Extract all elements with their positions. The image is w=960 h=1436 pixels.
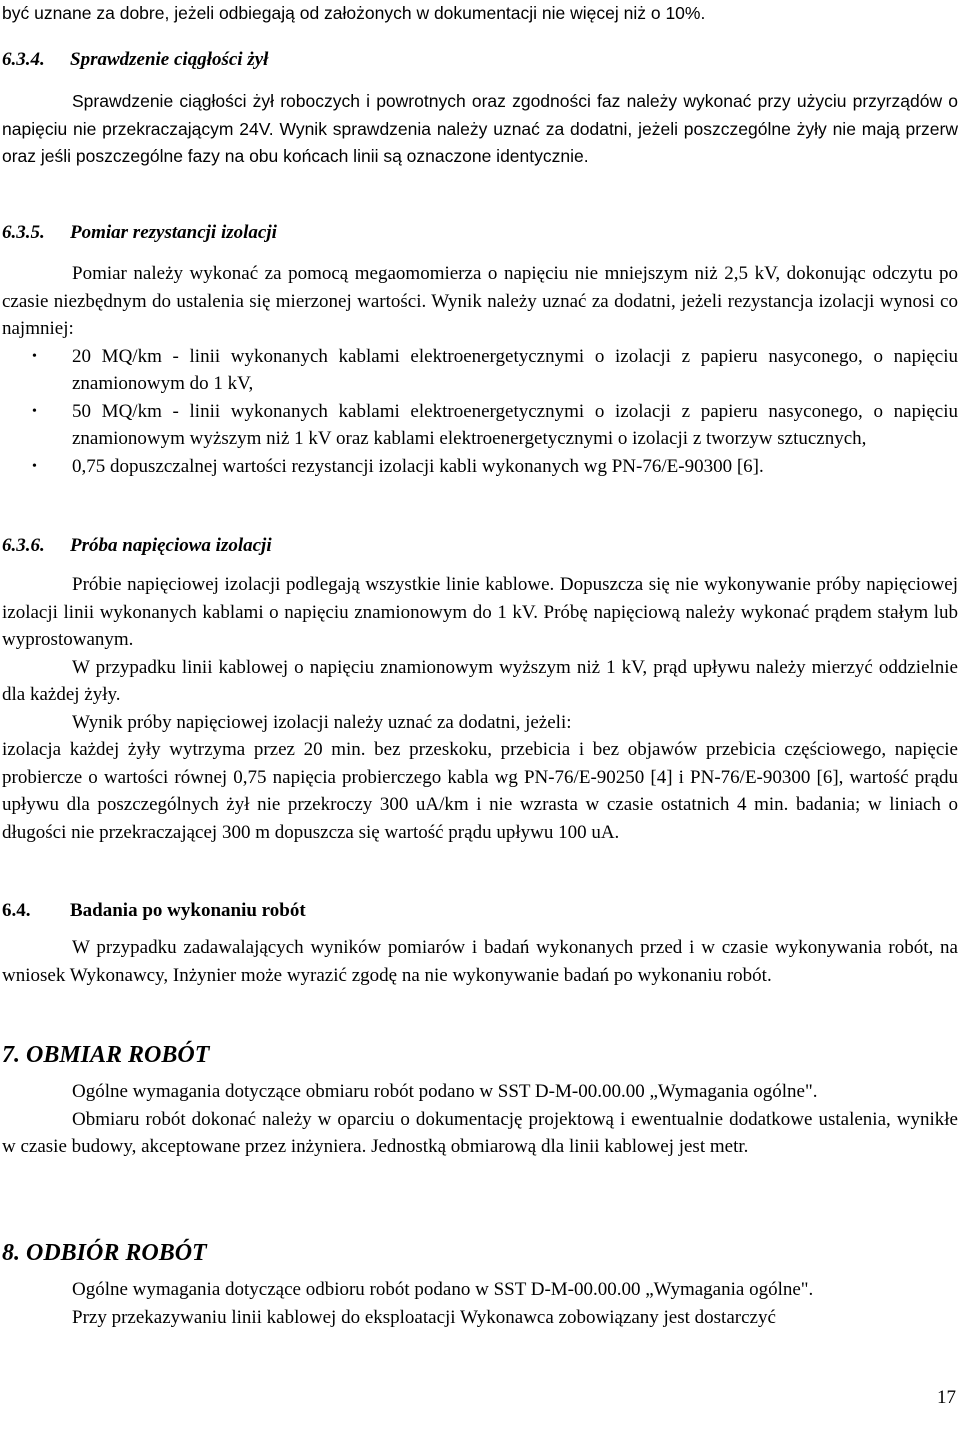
section-title: ODBIÓR ROBÓT [26, 1240, 207, 1266]
paragraph: Próbie napięciowej izolacji podlegają wszystkie linie kablowe. Dopuszcza się nie wykonywanie próby napięciowej izolacji linii wykonanych kablami o napięciu znamionowym do 1 kV. Próbę napięciową należy wykonać prądem stałym lub wyprostowanym. [2, 574, 958, 650]
paragraph: W przypadku linii kablowej o napięciu znamionowym wyższym niż 1 kV, prąd upływu należy mierzyć oddzielnie dla każdej żyły. [2, 656, 958, 705]
section-body-6-3-6 [2, 571, 958, 846]
section-body-6-3-4 [2, 88, 958, 171]
section-title: Pomiar rezystancji izolacji [70, 222, 277, 243]
paragraph: Przy przekazywaniu linii kablowej do eksploatacji Wykonawca zobowiązany jest dostarczyć [72, 1306, 776, 1328]
section-number: 6.4. [2, 900, 31, 921]
paragraph: Ogólne wymagania dotyczące obmiaru robót podano w SST D-M-00.00.00 „Wymagania ogólne". [72, 1081, 818, 1102]
continued-text: być uznane za dobre, jeżeli odbiegają od założonych w dokumentacji nie więcej niż o 10%. [2, 3, 706, 23]
section-title: Badania po wykonaniu robót [70, 900, 306, 921]
section-body-6-3-5 [2, 260, 958, 480]
paragraph: izolacja każdej żyły wytrzyma przez 20 min. bez przeskoku, przebicia i bez objawów przebicia częściowego, napięcie probiercze o wartości równej 0,75 napięcia probierczego kabla wg PN-76/E-90250 [4] i PN-76/E-90300 [6], wartość prądu upływu dla poszczególnych żył nie przekroczy 300 uA/km i nie wzrasta w czasie ostatnich 4 min. badania; w liniach o długości nie przekraczającej 300 m dopuszcza się wartość prądu upływu 100 uA. [2, 739, 958, 843]
section-heading-6-3-5 [2, 219, 277, 247]
section-heading-6-3-6 [2, 532, 272, 560]
section-body-8 [2, 1276, 958, 1331]
section-title: OBMIAR ROBÓT [26, 1042, 210, 1068]
section-title: Próba napięciowa izolacji [70, 535, 272, 556]
paragraph: Pomiar należy wykonać za pomocą megaomomierza o napięciu nie mniejszym niż 2,5 kV, dokonując odczytu po czasie niezbędnym do ustalenia się mierzonej wartości. Wynik należy uznać za dodatni, jeżeli rezystancja izolacji wynosi co najmniej: [2, 263, 958, 339]
section-body-6-4 [2, 934, 958, 989]
section-number: 6.3.4. [2, 49, 45, 70]
paragraph: Ogólne wymagania dotyczące odbioru robót podano w SST D-M-00.00.00 „Wymagania ogólne". [72, 1279, 814, 1300]
section-number: 7. [2, 1042, 20, 1068]
list-item: • 0,75 dopuszczalnej wartości rezystancji izolacji kabli wykonanych wg PN-76/E-90300 [6]. [2, 453, 958, 481]
list-item: • 50 MQ/km - linii wykonanych kablami elektroenergetycznymi o izolacji z papieru nasyconego, o napięciu znamionowym wyższym niż 1 kV oraz kablami elektroenergetycznymi o izolacji z tworzyw sztucznych, [2, 398, 958, 453]
paragraph: Wynik próby napięciowej izolacji należy uznać za dodatni, jeżeli: [72, 711, 572, 733]
section-heading-8 [2, 1238, 207, 1268]
section-number: 6.3.6. [2, 535, 45, 556]
section-heading-7 [2, 1040, 209, 1070]
paragraph: Obmiaru robót dokonać należy w oparciu o dokumentację projektową i ewentualnie dodatkowe ustalenia, wynikłe w czasie budowy, akceptowane przez inżyniera. Jednostką obmiarową dla linii kablowej jest metr. [2, 1108, 958, 1157]
section-number: 6.3.5. [2, 222, 45, 243]
section-title: Sprawdzenie ciągłości żył [70, 49, 269, 70]
section-heading-6-3-4 [2, 46, 268, 74]
section-heading-6-4 [2, 897, 306, 925]
paragraph: Sprawdzenie ciągłości żył roboczych i powrotnych oraz zgodności faz należy wykonać przy użyciu przyrządów o napięciu nie przekraczającym 24V. Wynik sprawdzenia należy uznać za dodatni, jeżeli poszczególne żyły nie mają przerw oraz jeśli poszczególne fazy na obu końcach linii są oznaczone identycznie. [2, 91, 958, 166]
bullet-list [2, 343, 958, 481]
list-item: • 20 MQ/km - linii wykonanych kablami elektroenergetycznymi o izolacji z papieru nasyconego, o napięciu znamionowym do 1 kV, [2, 343, 958, 398]
page-number: 17 [937, 1387, 956, 1408]
section-number: 8. [2, 1240, 20, 1266]
paragraph: W przypadku zadawalających wyników pomiarów i badań wykonanych przed i w czasie wykonywania robót, na wniosek Wykonawcy, Inżynier może wyrazić zgodę na nie wykonywanie badań po wykonaniu robót. [2, 937, 958, 986]
section-body-7 [2, 1078, 958, 1161]
